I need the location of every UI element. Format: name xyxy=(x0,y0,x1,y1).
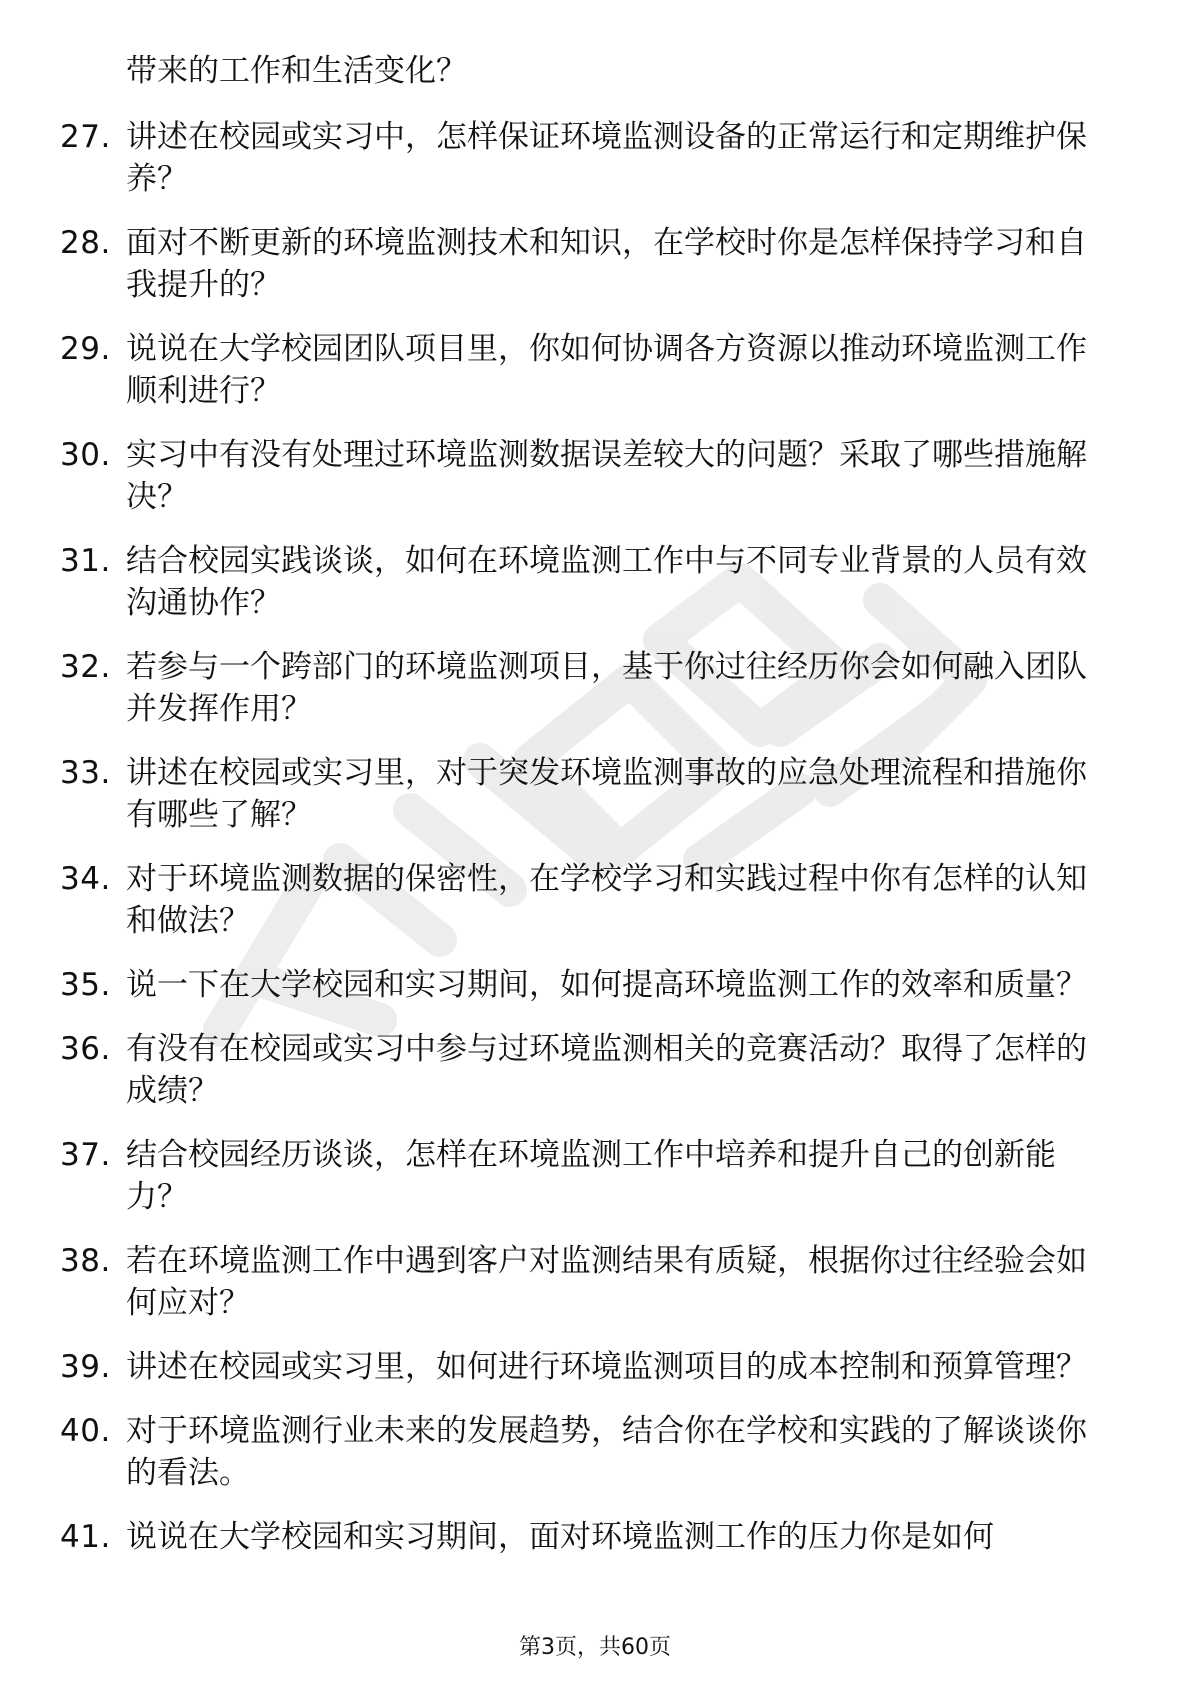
question-text: 对于环境监测行业未来的发展趋势，结合你在学校和实践的了解谈谈你的看法。 xyxy=(126,1413,1087,1491)
question-item xyxy=(60,434,1110,518)
question-text: 若在环境监测工作中遇到客户对监测结果有质疑，根据你过往经验会如何应对？ xyxy=(126,1243,1087,1321)
question-text: 讲述在校园或实习里，如何进行环境监测项目的成本控制和预算管理？ xyxy=(126,1349,1087,1385)
question-text: 说说在大学校园团队项目里，你如何协调各方资源以推动环境监测工作顺利进行？ xyxy=(126,331,1087,409)
question-item xyxy=(60,1410,1110,1494)
question-item xyxy=(60,1028,1110,1112)
question-item xyxy=(60,1516,1110,1558)
question-text: 若参与一个跨部门的环境监测项目，基于你过往经历你会如何融入团队并发挥作用？ xyxy=(126,649,1087,727)
question-number: 28. xyxy=(60,225,111,261)
question-number: 33. xyxy=(60,755,111,791)
question-item xyxy=(60,328,1110,412)
question-text: 讲述在校园或实习里，对于突发环境监测事故的应急处理流程和措施你有哪些了解？ xyxy=(126,755,1087,833)
question-number: 27. xyxy=(60,119,111,155)
question-text: 对于环境监测数据的保密性，在学校学习和实践过程中你有怎样的认知和做法？ xyxy=(126,861,1087,939)
question-item xyxy=(60,540,1110,624)
question-item xyxy=(60,116,1110,200)
question-item xyxy=(60,646,1110,730)
question-text: 面对不断更新的环境监测技术和知识，在学校时你是怎样保持学习和自我提升的？ xyxy=(126,225,1087,303)
question-text: 说一下在大学校园和实习期间，如何提高环境监测工作的效率和质量？ xyxy=(126,967,1087,1003)
continued-question-text: 带来的工作和生活变化？ xyxy=(126,53,467,89)
question-item xyxy=(60,752,1110,836)
question-text: 结合校园经历谈谈，怎样在环境监测工作中培养和提升自己的创新能力？ xyxy=(126,1137,1056,1215)
question-item xyxy=(60,1134,1110,1218)
question-number: 41. xyxy=(60,1519,111,1555)
page-footer: 第3页，共60页 xyxy=(519,1635,671,1660)
question-text: 讲述在校园或实习中，怎样保证环境监测设备的正常运行和定期维护保养？ xyxy=(126,119,1087,197)
question-item xyxy=(60,222,1110,306)
question-number: 36. xyxy=(60,1031,111,1067)
question-number: 40. xyxy=(60,1413,111,1449)
question-number: 38. xyxy=(60,1243,111,1279)
question-item xyxy=(60,1346,1110,1388)
question-item xyxy=(60,964,1110,1006)
question-number: 37. xyxy=(60,1137,111,1173)
question-number: 31. xyxy=(60,543,111,579)
question-text: 实习中有没有处理过环境监测数据误差较大的问题？采取了哪些措施解决？ xyxy=(126,437,1087,515)
question-text: 结合校园实践谈谈，如何在环境监测工作中与不同专业背景的人员有效沟通协作？ xyxy=(126,543,1087,621)
question-number: 35. xyxy=(60,967,111,1003)
question-number: 30. xyxy=(60,437,111,473)
question-item xyxy=(60,1240,1110,1324)
question-item xyxy=(60,858,1110,942)
question-list xyxy=(60,116,1110,1558)
question-text: 有没有在校园或实习中参与过环境监测相关的竞赛活动？取得了怎样的成绩？ xyxy=(126,1031,1087,1109)
question-content xyxy=(60,50,1110,1580)
question-number: 34. xyxy=(60,861,111,897)
question-text: 说说在大学校园和实习期间，面对环境监测工作的压力你是如何 xyxy=(126,1519,994,1555)
question-number: 29. xyxy=(60,331,111,367)
question-number: 32. xyxy=(60,649,111,685)
question-number: 39. xyxy=(60,1349,111,1385)
